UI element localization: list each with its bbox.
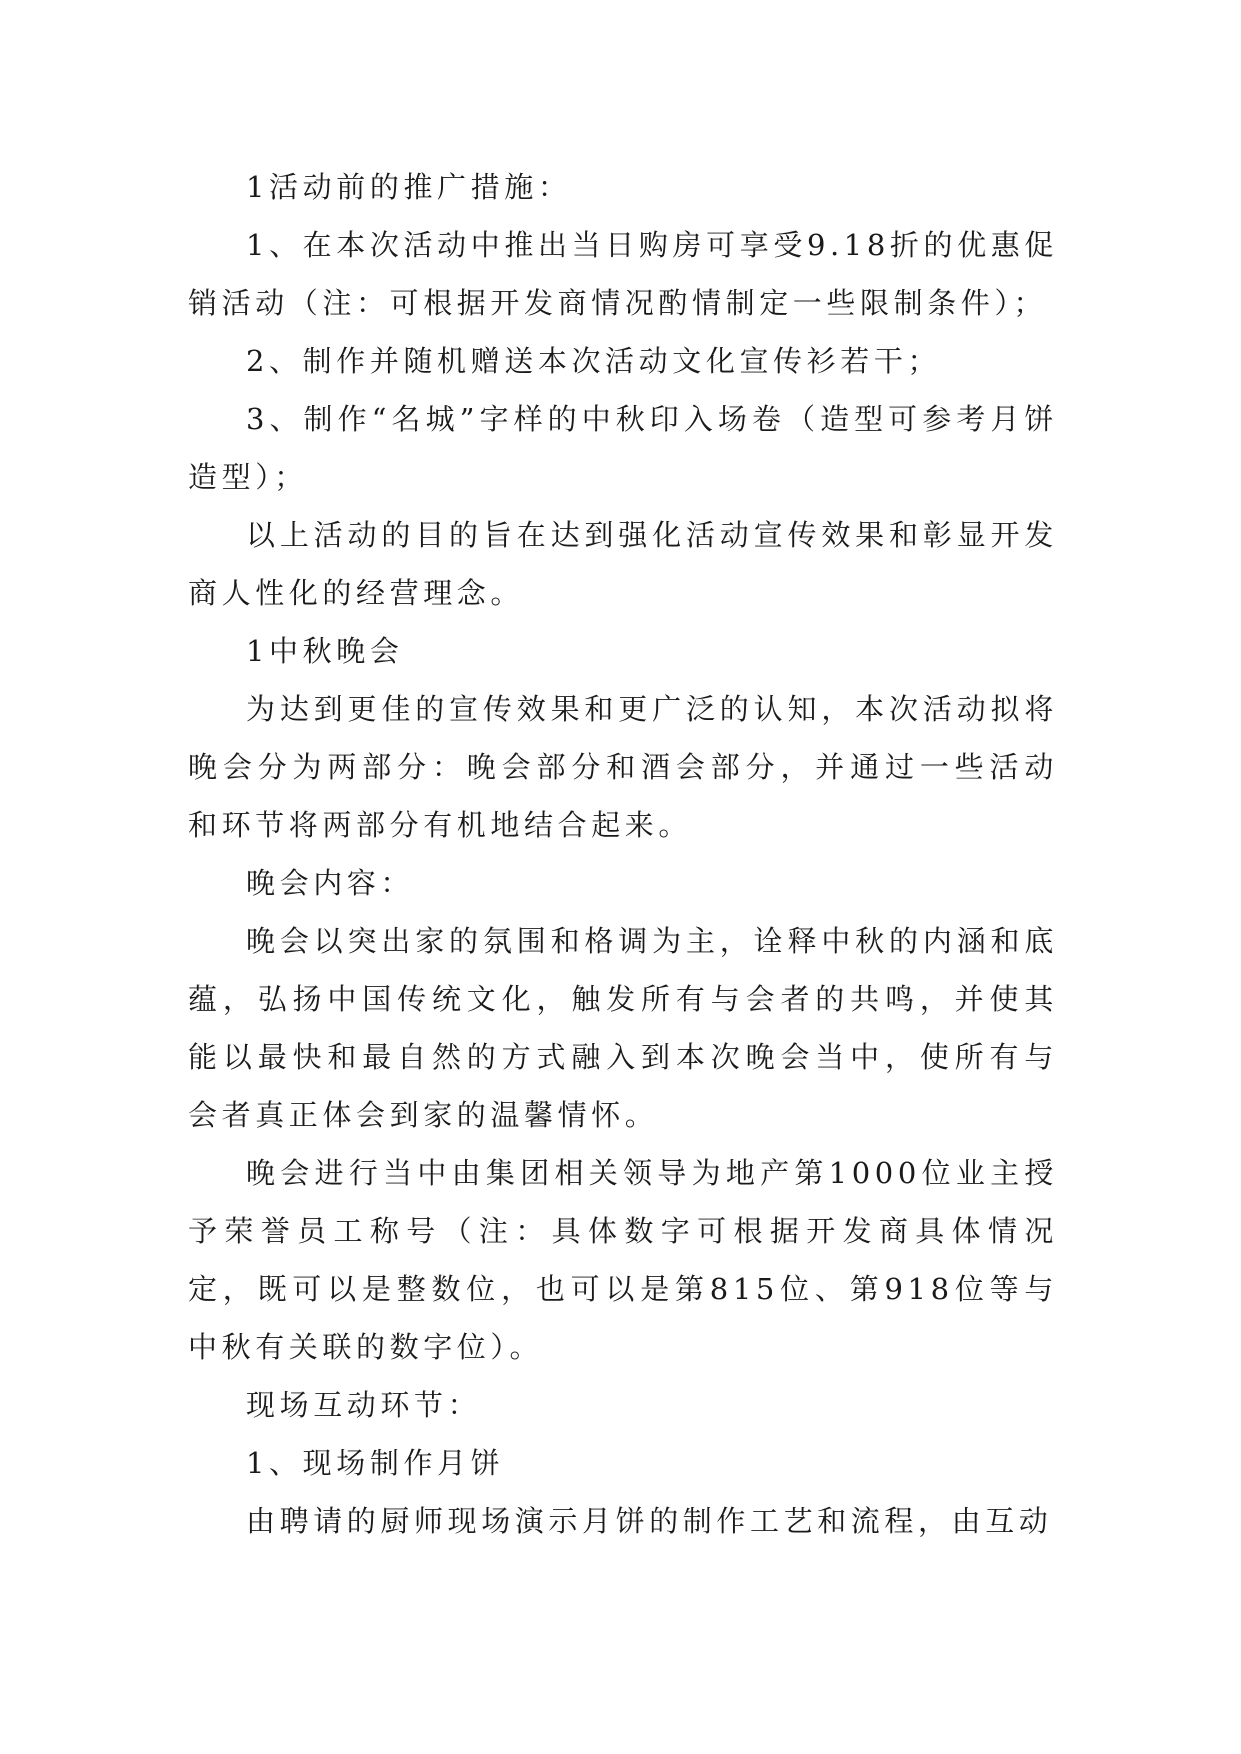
paragraph-interaction-heading: 现场互动环节： <box>246 1388 482 1422</box>
paragraph-gala-award: 晚会进行当中由集团相关领导为地产第1000位业主授予荣誉员工称号（注：具体数字可根据开发商具体情况定，既可以是整数位，也可以是第815位、第918位等与中秋有关联的数字位）。 <box>188 1156 1058 1364</box>
paragraph-purpose: 以上活动的目的旨在达到强化活动宣传效果和彰显开发商人性化的经营理念。 <box>188 518 1058 610</box>
paragraph-item-discount: 1、在本次活动中推出当日购房可享受9.18折的优惠促销活动（注：可根据开发商情况酌情制定一些限制条件）； <box>188 228 1058 320</box>
paragraph-gala-content-heading: 晚会内容： <box>246 866 415 900</box>
paragraph-mooncake-demo: 由聘请的厨师现场演示月饼的制作工艺和流程，由互动 <box>246 1504 1053 1538</box>
paragraph-item-ticket: 3、制作“名城”字样的中秋印入场卷（造型可参考月饼造型）； <box>188 402 1058 494</box>
paragraph-section-heading-promotion: 1活动前的推广措施： <box>246 170 572 204</box>
paragraph-item-tshirt: 2、制作并随机赠送本次活动文化宣传衫若干； <box>246 344 942 378</box>
paragraph-gala-intro: 为达到更佳的宣传效果和更广泛的认知，本次活动拟将晚会分为两部分：晚会部分和酒会部分，并通过一些活动和环节将两部分有机地结合起来。 <box>188 692 1058 842</box>
paragraph-gala-content: 晚会以突出家的氛围和格调为主，诠释中秋的内涵和底蕴，弘扬中国传统文化，触发所有与会者的共鸣，并使其能以最快和最自然的方式融入到本次晚会当中，使所有与会者真正体会到家的温馨情怀。 <box>188 924 1058 1132</box>
paragraph-interaction-item-mooncake: 1、现场制作月饼 <box>246 1446 505 1480</box>
paragraph-section-heading-gala: 1中秋晚会 <box>246 634 404 668</box>
document-body <box>188 158 1058 1550</box>
